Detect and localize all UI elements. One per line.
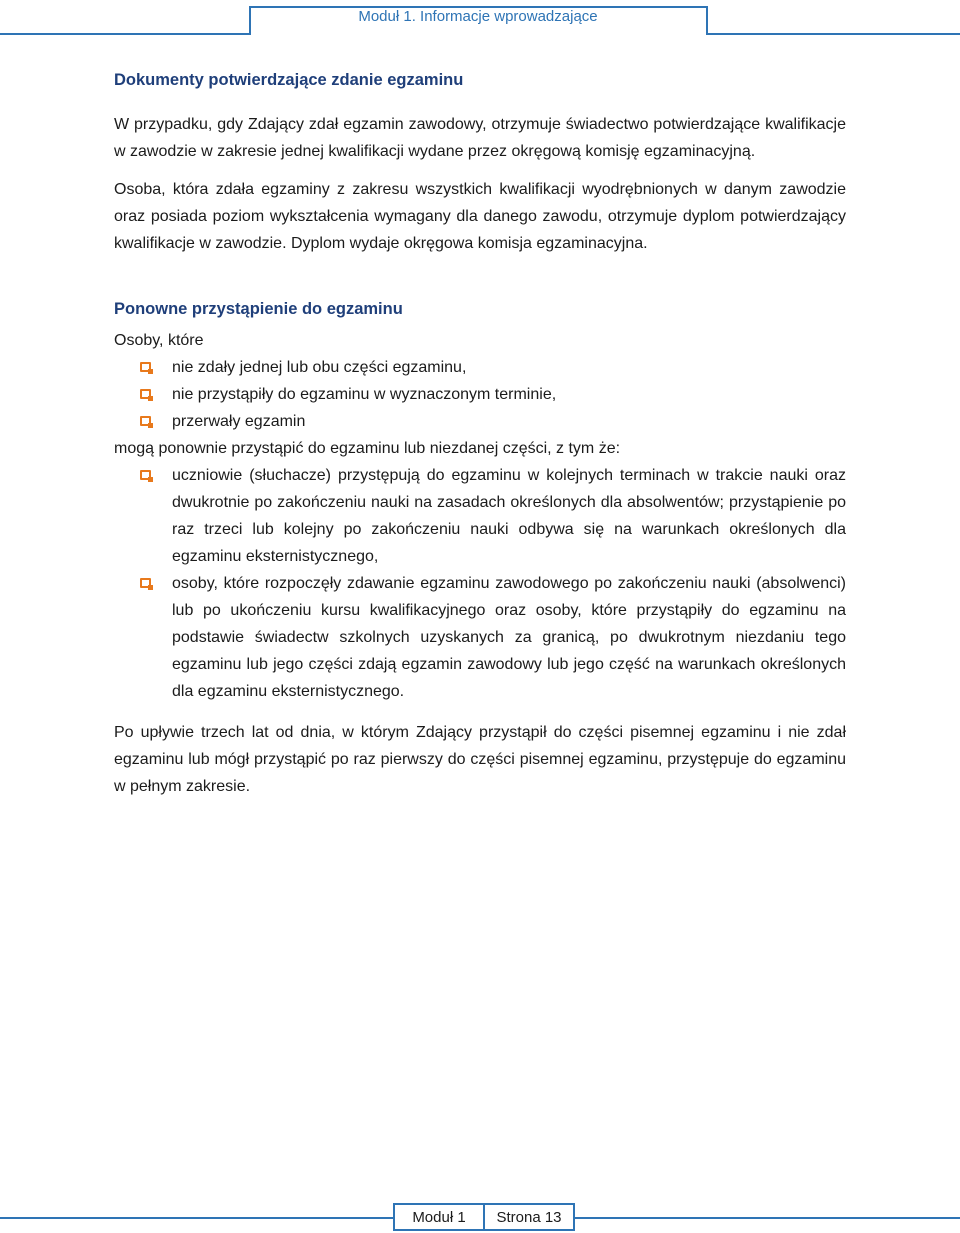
paragraph-certificate: W przypadku, gdy Zdający zdał egzamin zawodowy, otrzymuje świadectwo potwierdzające kwalifikacje w zawodzie w zakresie jednej kwalifikacji wydane przez okręgową komisję egzaminacyjną.	[114, 116, 846, 160]
header-rule-right-tick	[706, 6, 708, 35]
header-rule-right	[706, 33, 960, 35]
section-heading-documents: Dokumenty potwierdzające zdanie egzaminu	[114, 71, 464, 89]
list-item-text: nie przystąpiły do egzaminu w wyznaczonym terminie,	[172, 386, 557, 403]
list-item	[114, 462, 846, 570]
section-heading-retake: Ponowne przystąpienie do egzaminu	[114, 300, 403, 318]
closing-paragraph: Po upływie trzech lat od dnia, w którym Zdający przystąpił do części pisemnej egzaminu i nie zdał egzaminu lub mógł przystąpić po raz pierwszy do części pisemnej egzaminu, przystępuje do egzaminu w pełnym zakresie.	[114, 724, 846, 795]
list-item-text: uczniowie (słuchacze) przystępują do egzaminu w kolejnych terminach w trakcie nauki oraz dwukrotnie po zakończeniu nauki na zasadach określonych dla absolwentów; przystąpienie po raz trzeci lub kolejny po zakończeniu nauki odbywa się na warunkach określonych dla egzaminu eksternistycznego,	[172, 467, 846, 565]
checkbox-bullet-icon	[140, 470, 151, 480]
checkbox-bullet-icon	[140, 362, 151, 372]
list-item-text: nie zdały jednej lub obu części egzaminu,	[172, 359, 467, 376]
list-item	[114, 381, 846, 408]
checkbox-bullet-icon	[140, 578, 151, 588]
retake-rules-list	[114, 462, 846, 705]
header-rule-left	[0, 33, 250, 35]
footer-module-label: Moduł 1	[393, 1203, 485, 1231]
list-item	[114, 408, 846, 435]
paragraph-diploma: Osoba, która zdała egzaminy z zakresu wszystkich kwalifikacji wyodrębnionych w danym zawodzie oraz posiada poziom wykształcenia wymagany dla danego zawodu, otrzymuje dyplom potwierdzający kwalifikacje w zawodzie. Dyplom wydaje okręgowa komisja egzaminacyjna.	[114, 181, 846, 252]
list-item	[114, 354, 846, 381]
checkbox-bullet-icon	[140, 416, 151, 426]
list-item-text: osoby, które rozpoczęły zdawanie egzaminu zawodowego po zakończeniu nauki (absolwenci) lub po ukończeniu kursu kwalifikacyjnego oraz osoby, które przystąpiły do egzaminu na podstawie świadectw szkolnych uzyskanych za granicą, po dwukrotnym niezdaniu tego egzaminu lub jego części zdają egzamin zawodowy lub jego część na warunkach określonych dla egzaminu eksternistycznego.	[172, 575, 846, 700]
retake-middle: mogą ponownie przystąpić do egzaminu lub niezdanej części, z tym że:	[114, 440, 621, 457]
footer-page-number: Strona 13	[483, 1203, 575, 1231]
header-title: Moduł 1. Informacje wprowadzające	[358, 8, 598, 25]
main-content	[114, 70, 846, 800]
retake-conditions-list	[114, 354, 846, 435]
retake-intro: Osoby, które	[114, 332, 204, 349]
checkbox-bullet-icon	[140, 389, 151, 399]
list-item	[114, 570, 846, 705]
list-item-text: przerwały egzamin	[172, 413, 306, 430]
